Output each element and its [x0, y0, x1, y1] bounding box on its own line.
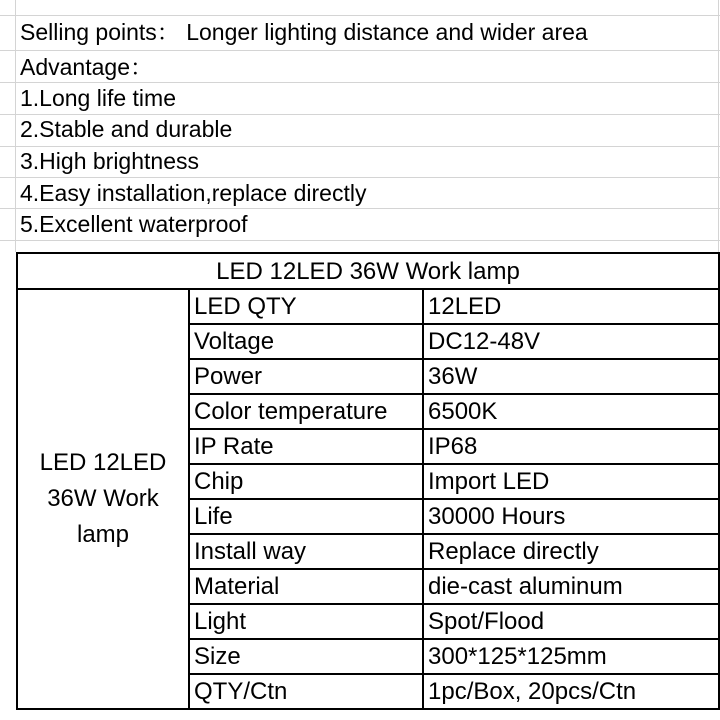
spec-value: 36W	[423, 359, 719, 394]
spec-label: Install way	[189, 534, 423, 569]
spec-value: 6500K	[423, 394, 719, 429]
spec-value: 12LED	[423, 289, 719, 324]
spec-label: LED QTY	[189, 289, 423, 324]
spec-value: DC12-48V	[423, 324, 719, 359]
grid-line	[15, 0, 16, 252]
spec-value: 30000 Hours	[423, 499, 719, 534]
spec-label: Size	[189, 639, 423, 674]
spec-table	[16, 252, 720, 710]
grid-line	[718, 0, 719, 252]
table-row	[17, 289, 719, 324]
advantage-item: 2.Stable and durable	[20, 116, 233, 142]
intro-section	[0, 0, 720, 252]
grid-line	[0, 240, 720, 241]
grid-line	[0, 208, 720, 209]
spec-label: Color temperature	[189, 394, 423, 429]
selling-points-text: Selling points： Longer lighting distance and wider area	[20, 19, 588, 45]
spec-label: IP Rate	[189, 429, 423, 464]
product-name-cell: LED 12LED 36W Work lamp	[17, 289, 189, 709]
spec-label: Material	[189, 569, 423, 604]
spec-value: 300*125*125mm	[423, 639, 719, 674]
advantage-item: 1.Long life time	[20, 85, 176, 111]
spec-value: die-cast aluminum	[423, 569, 719, 604]
spec-label: Chip	[189, 464, 423, 499]
spec-label: Life	[189, 499, 423, 534]
advantage-item: 4.Easy installation,replace directly	[20, 180, 367, 206]
spec-value: 1pc/Box, 20pcs/Ctn	[423, 674, 719, 709]
spec-value: Spot/Flood	[423, 604, 719, 639]
table-title: LED 12LED 36W Work lamp	[17, 253, 719, 289]
spec-label: QTY/Ctn	[189, 674, 423, 709]
spec-label: Power	[189, 359, 423, 394]
grid-line	[0, 177, 720, 178]
grid-line	[0, 82, 720, 83]
spec-value: Import LED	[423, 464, 719, 499]
grid-line	[0, 50, 720, 51]
spec-label: Voltage	[189, 324, 423, 359]
spec-value: IP68	[423, 429, 719, 464]
advantage-heading: Advantage：	[20, 54, 153, 80]
table-title-row	[17, 253, 719, 289]
spec-value: Replace directly	[423, 534, 719, 569]
grid-line	[0, 15, 720, 16]
advantage-item: 3.High brightness	[20, 148, 199, 174]
spec-label: Light	[189, 604, 423, 639]
advantage-item: 5.Excellent waterproof	[20, 211, 248, 237]
